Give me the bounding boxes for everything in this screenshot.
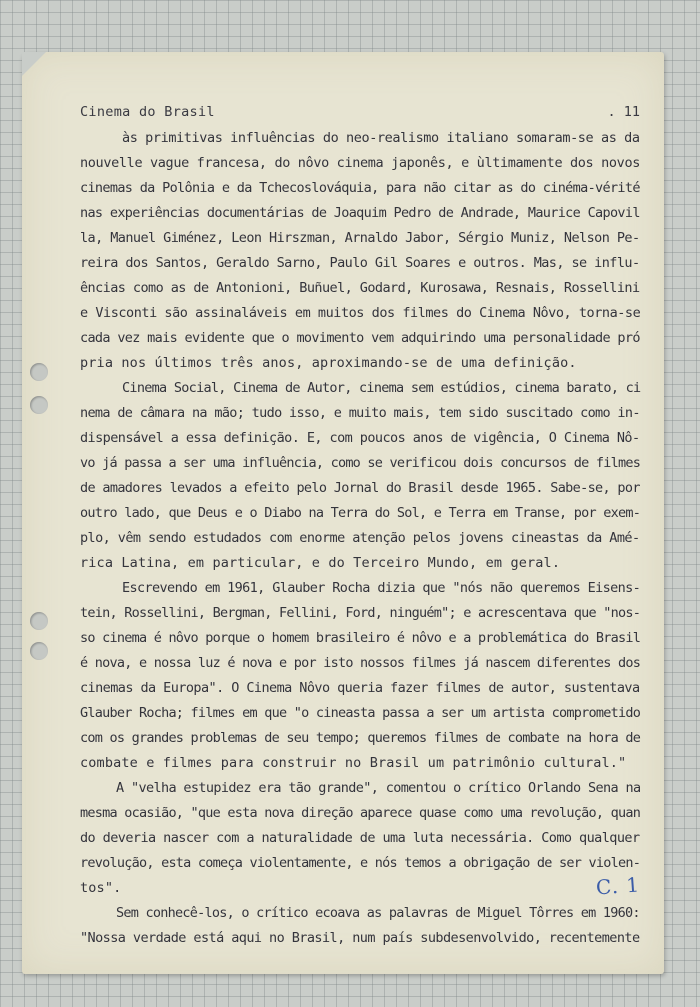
text-line: la, Manuel Giménez, Leon Hirszman, Arnaldo Jabor, Sérgio Muniz, Nelson Pe- <box>80 230 640 246</box>
text-line: do deveria nascer com a naturalidade de uma luta necessária. Como qualquer <box>80 830 640 846</box>
text-line: nema de câmara na mão; tudo isso, e muito mais, tem sido suscitado como in- <box>80 405 640 421</box>
text-line: cinemas da Europa". O Cinema Nôvo queria fazer filmes de autor, sustentava <box>80 680 640 696</box>
typewritten-page <box>22 52 664 974</box>
page-header <box>80 104 640 126</box>
text-line: é nova, e nossa luz é nova e por isto nossos filmes já nascem diferentes dos <box>80 655 641 671</box>
text-line: plo, vêm sendo estudados com enorme atenção pelos jovens cineastas da Amé- <box>80 530 640 546</box>
text-line: de amadores levados a efeito pelo Jornal do Brasil desde 1965. Sabe-se, por <box>80 480 640 496</box>
text-line: com os grandes problemas de seu tempo; queremos filmes de combate na hora de <box>80 730 641 746</box>
text-line: às primitivas influências do neo-realismo italiano somaram-se as da <box>122 130 640 146</box>
text-line: tos". <box>80 880 122 896</box>
text-line: pria nos últimos três anos, aproximando-se de uma definição. <box>80 355 577 371</box>
text-line: reira dos Santos, Geraldo Sarno, Paulo Gil Soares e outros. Mas, se influ- <box>80 255 640 271</box>
punch-hole <box>30 612 48 630</box>
folded-corner <box>22 52 46 76</box>
text-line: cada vez mais evidente que o movimento vem adquirindo uma personalidade pró <box>80 330 640 346</box>
text-line: outro lado, que Deus e o Diabo na Terra do Sol, e Terra em Transe, por exem- <box>80 505 641 521</box>
text-line: mesma ocasião, "que esta nova direção aparece quase como uma revolução, quan <box>80 805 641 821</box>
text-line: vo já passa a ser uma influência, como se verificou dois concursos de filmes <box>80 455 641 471</box>
punch-hole <box>30 642 48 660</box>
page-number: . 11 <box>607 104 640 120</box>
text-line: rica Latina, em particular, e do Terceiro Mundo, em geral. <box>80 555 561 571</box>
handwritten-note: C. 1 <box>595 872 641 900</box>
text-line: Sem conhecê-los, o crítico ecoava as palavras de Miguel Tôrres em 1960: <box>116 905 640 921</box>
text-line: dispensável a essa definição. E, com poucos anos de vigência, O Cinema Nô- <box>80 430 640 446</box>
text-line: nouvelle vague francesa, do nôvo cinema japonês, e ùltimamente dos novos <box>80 155 640 171</box>
text-line: ências como as de Antonioni, Buñuel, Godard, Kurosawa, Resnais, Rossellini <box>80 280 640 296</box>
text-line: so cinema é nôvo porque o homem brasileiro é nôvo e a problemática do Brasil <box>80 630 641 646</box>
document-title: Cinema do Brasil <box>80 104 215 120</box>
text-line: Escrevendo em 1961, Glauber Rocha dizia que "nós não queremos Eisens- <box>122 580 641 596</box>
text-line: e Visconti são assinaláveis em muitos dos filmes do Cinema Nôvo, torna-se <box>80 305 641 321</box>
text-line: cinemas da Polônia e da Tchecoslováquia, para não citar as do cinéma-vérité <box>80 180 640 196</box>
text-line: Cinema Social, Cinema de Autor, cinema sem estúdios, cinema barato, ci <box>122 380 641 396</box>
text-line: combate e filmes para construir no Brasil um patrimônio cultural." <box>80 755 627 771</box>
punch-hole <box>30 396 48 414</box>
text-line: "Nossa verdade está aqui no Brasil, num país subdesenvolvido, recentemente <box>80 930 640 946</box>
text-line: Glauber Rocha; filmes em que "o cineasta passa a ser um artista comprometido <box>80 705 641 721</box>
text-line: nas experiências documentárias de Joaquim Pedro de Andrade, Maurice Capovil <box>80 205 640 221</box>
punch-hole <box>30 363 48 381</box>
text-line: revolução, esta começa violentamente, e nós temos a obrigação de ser violen- <box>80 855 641 871</box>
text-line: tein, Rossellini, Bergman, Fellini, Ford, ninguém"; e acrescentava que "nos- <box>80 605 641 621</box>
text-line: A "velha estupidez era tão grande", comentou o crítico Orlando Sena na <box>116 780 641 796</box>
